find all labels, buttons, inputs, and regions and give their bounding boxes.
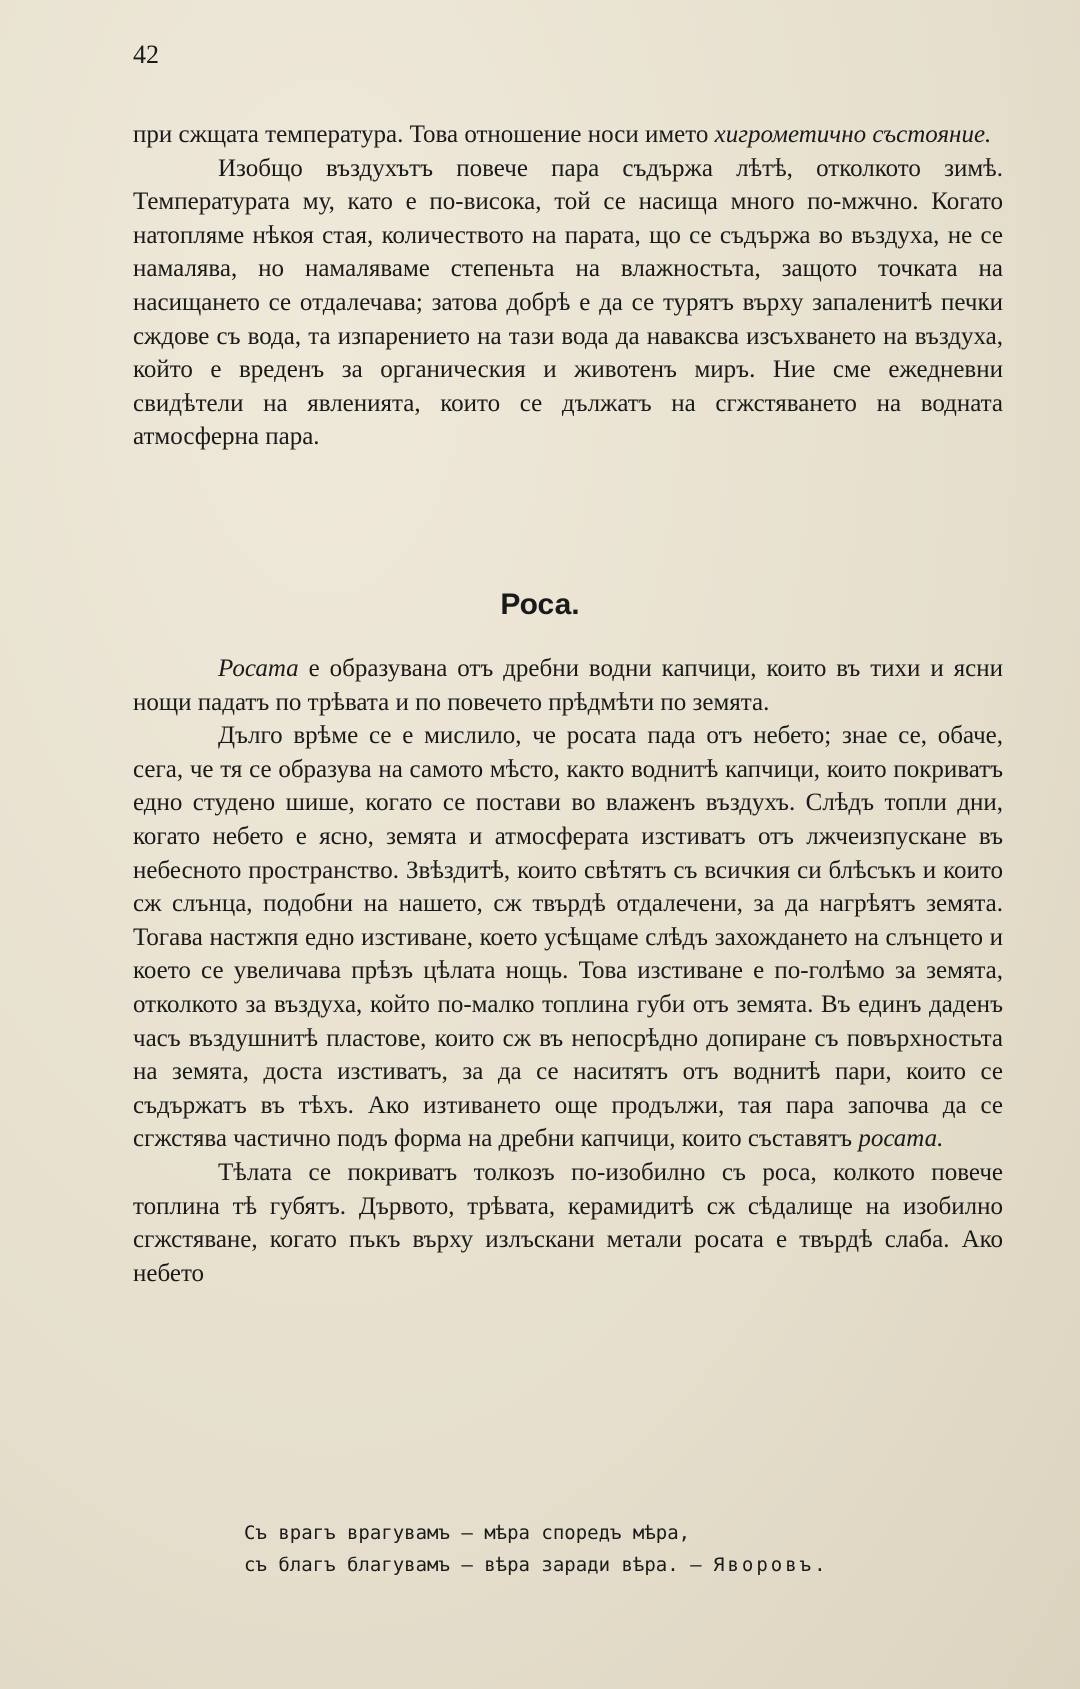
- paragraph-4: [133, 719, 1003, 1156]
- paragraph-5: Тѣлата се покриватъ толкозъ по-изобилно съ роса, колкото повече топлина тѣ губятъ. Дървото, трѣвата, керамидитѣ сж сѣдалище на изобилно сгжстяване, когато пъкъ върху излъскани метали росата е твърдѣ слаба. Ако небето: [133, 1158, 1003, 1287]
- paragraph-1-text: при сжщата температура. Това отношение носи името: [133, 121, 715, 148]
- top-text: [133, 118, 1003, 454]
- paragraph-3: [133, 652, 1003, 719]
- quote-author: Яворовъ.: [713, 1554, 829, 1576]
- paragraph-3-text: е образувана отъ дребни водни капчици, които въ тихи и ясни нощи падатъ по трѣвата и по повечето прѣдмѣти по земята.: [133, 655, 1003, 716]
- term-dew: Росата: [218, 655, 299, 682]
- term-dew-2: росата.: [858, 1125, 944, 1153]
- section-text: [133, 652, 1003, 1290]
- paragraph-1: [133, 118, 1003, 152]
- footer-quote: [244, 1517, 964, 1581]
- page-number: 42: [133, 40, 159, 69]
- quote-line-1: Съ врагъ врагувамъ — мѣра споредъ мѣра,: [244, 1522, 691, 1544]
- section-title: Роса.: [500, 588, 580, 621]
- paragraph-2: Изобщо въздухътъ повече пара съдържа лѣтѣ, отколкото зимѣ. Температурата му, като е по-висока, той се насища много по-мжчно. Когато натопляме нѣкоя стая, количеството на парата, що се съдържа во въздуха, не се намалява, но намаляваме степеньта на влажностьта, защото точката на насищането се отдалечава; затова добрѣ е да се турятъ върху запаленитѣ печки сждове съ вода, та изпарението на тази вода да наваксва изсъхването на въздуха, който е вреденъ за органическия и животенъ миръ. Ние сме ежедневни свидѣтели на явленията, които се дължатъ на сгжстяването на водната атмосферна пара.: [133, 154, 1003, 451]
- quote-line-2: [244, 1549, 964, 1581]
- paragraph-4-text: Дълго врѣме се е мислило, че росата пада отъ небето; знае се, обаче, сега, че тя се образува на самото мѣсто, както воднитѣ капчици, които покриватъ едно студено шише, когато се постави во влаженъ въздухъ. Слѣдъ топли дни, когато небето е ясно, земята и атмосферата изстиватъ отъ лжчеизпускане въ небесното пространство. Звѣздитѣ, които свѣтятъ съ всичкия си блѣсъкъ и които сж слънца, подобни на нашето, сж твърдѣ отдалечени, за да нагрѣятъ земята. Тогава настжпя едно изстиване, което усѣщаме слѣдъ захождането на слънцето и което се увеличава прѣзъ цѣлата нощь. Това изстиване е по-голѣмо за земята, отколкото за въздуха, който по-малко топлина губи отъ земята. Въ единъ даденъ часъ въздушнитѣ пластове, които сж въ непосрѣдно допиране съ повърхностьта на земята, доста изстиватъ, за да се наситятъ отъ воднитѣ пари, които се съдържатъ въ тѣхъ. Ако изтиването още продължи, тая пара започва да се сгжстява частично подъ форма на дребни капчици, които съставятъ: [133, 722, 1003, 1153]
- term-hygrometric-state: хигрометично състояние.: [714, 121, 992, 148]
- quote-line-2-text: съ благъ благувамъ — вѣра заради вѣра. —: [244, 1554, 702, 1576]
